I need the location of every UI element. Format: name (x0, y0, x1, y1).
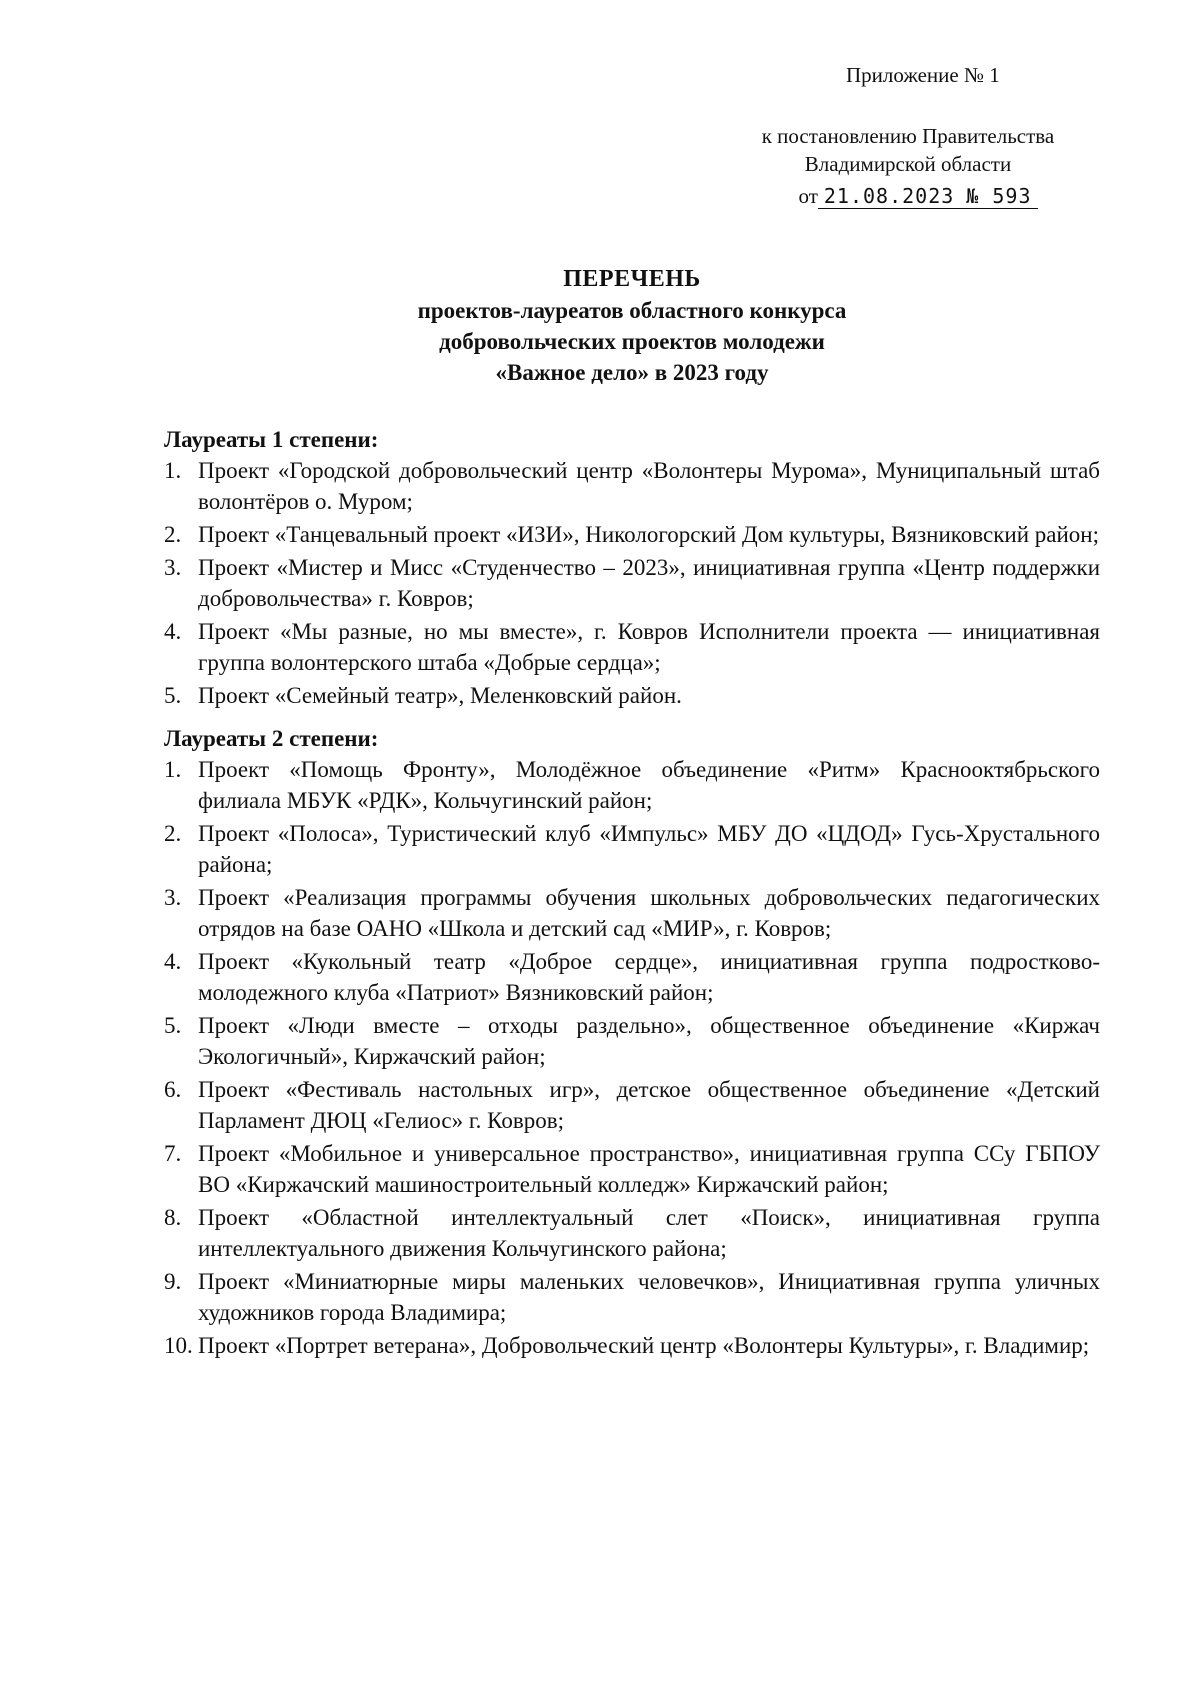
decree-reference (728, 122, 1088, 210)
item-text: Проект «Кукольный театр «Доброе сердце», инициативная группа подростково-молодежного клуба «Патриот» Вязниковский район; (198, 949, 1100, 1005)
decree-line-1: к постановлению Правительства (761, 124, 1055, 148)
item-number: 2. (164, 821, 182, 846)
item-number: 6. (164, 1077, 182, 1102)
item-number: 5. (164, 683, 182, 708)
decree-date-row (728, 182, 1088, 210)
list-item (164, 946, 1100, 1008)
laureates-list (164, 754, 1100, 1361)
item-text: Проект «Мистер и Мисс «Студенчество – 2023», инициативная группа «Центр поддержки добровольчества» г. Ковров; (198, 555, 1100, 611)
list-item (164, 616, 1100, 678)
list-item (164, 1138, 1100, 1200)
list-item (164, 882, 1100, 944)
item-text: Проект «Реализация программы обучения школьных добровольческих педагогических отрядов на базе ОАНО «Школа и детский сад «МИР», г. Ковров; (198, 885, 1100, 941)
item-number: 9. (164, 1269, 182, 1294)
section-heading: Лауреаты 1 степени: (164, 427, 379, 452)
list-item (164, 1074, 1100, 1136)
list-item (164, 552, 1100, 614)
item-text: Проект «Танцевальный проект «ИЗИ», Никологорский Дом культуры, Вязниковский район; (198, 522, 1099, 547)
item-number: 4. (164, 619, 182, 644)
item-text: Проект «Областной интеллектуальный слет «Поиск», инициативная группа интеллектуального движения Кольчугинского района; (198, 1205, 1100, 1261)
item-number: 3. (164, 555, 182, 580)
list-item (164, 754, 1100, 816)
item-number: 1. (164, 458, 182, 483)
item-number: 3. (164, 885, 182, 910)
item-text: Проект «Миниатюрные миры маленьких человечков», Инициативная группа уличных художников города Владимира; (198, 1269, 1100, 1325)
appendix-label: Приложение № 1 (846, 63, 1000, 87)
document-title (164, 264, 1100, 388)
section-heading: Лауреаты 2 степени: (164, 726, 379, 751)
list-item (164, 455, 1100, 517)
list-item (164, 680, 1100, 711)
item-text: Проект «Люди вместе – отходы раздельно», общественное объединение «Киржач Экологичный», Киржачский район; (198, 1013, 1100, 1069)
list-item (164, 818, 1100, 880)
list-item (164, 1266, 1100, 1328)
item-text: Проект «Мобильное и универсальное пространство», инициативная группа ССу ГБПОУ ВО «Киржачский машиностроительный колледж» Киржачский район; (198, 1141, 1100, 1197)
list-item (164, 1010, 1100, 1072)
title-line-1: проектов-лауреатов областного конкурса (417, 298, 847, 323)
section-laureates-1 (164, 424, 1100, 711)
section-laureates-2 (164, 723, 1100, 1361)
item-number: 10. (164, 1333, 193, 1358)
item-text: Проект «Полоса», Туристический клуб «Импульс» МБУ ДО «ЦДОД» Гусь-Хрустального района; (198, 821, 1100, 877)
title-head: ПЕРЕЧЕНЬ (563, 266, 701, 292)
title-line-3: «Важное дело» в 2023 году (495, 360, 769, 385)
decree-date: 21.08.2023 (818, 184, 960, 209)
list-item (164, 519, 1100, 550)
item-number: 7. (164, 1141, 182, 1166)
item-text: Проект «Портрет ветерана», Добровольческий центр «Волонтеры Культуры», г. Владимир; (198, 1333, 1090, 1358)
item-number: 1. (164, 757, 182, 782)
title-line-2: добровольческих проектов молодежи (439, 329, 825, 354)
decree-number: № 593 (960, 184, 1037, 209)
document-body (164, 424, 1100, 1363)
item-text: Проект «Мы разные, но мы вместе», г. Ковров Исполнители проекта — инициативная группа волонтерского штаба «Добрые сердца»; (198, 619, 1100, 675)
item-number: 2. (164, 522, 182, 547)
item-text: Проект «Помощь Фронту», Молодёжное объединение «Ритм» Краснооктябрьского филиала МБУК «РДК», Кольчугинский район; (198, 757, 1100, 813)
item-text: Проект «Фестиваль настольных игр», детское общественное объединение «Детский Парламент ДЮЦ «Гелиос» г. Ковров; (198, 1077, 1100, 1133)
laureates-list (164, 455, 1100, 711)
list-item (164, 1330, 1100, 1361)
list-item (164, 1202, 1100, 1264)
item-number: 5. (164, 1013, 182, 1038)
date-prefix: от (798, 184, 818, 208)
item-number: 4. (164, 949, 182, 974)
item-text: Проект «Городской добровольческий центр «Волонтеры Мурома», Муниципальный штаб волонтёров о. Муром; (198, 458, 1100, 514)
item-number: 8. (164, 1205, 182, 1230)
decree-line-2: Владимирской области (804, 152, 1012, 176)
item-text: Проект «Семейный театр», Меленковский район. (198, 683, 682, 708)
